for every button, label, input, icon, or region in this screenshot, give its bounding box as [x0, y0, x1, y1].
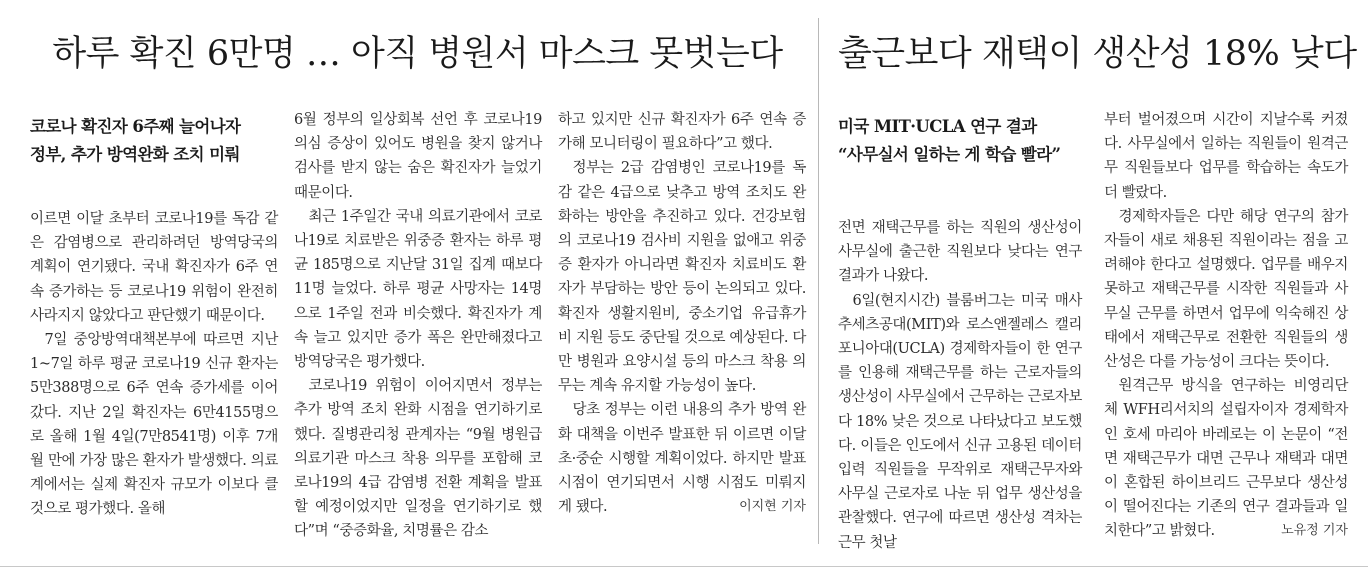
column-1	[30, 108, 278, 544]
paragraph-last	[558, 398, 806, 519]
subhead	[30, 113, 278, 169]
paragraph-text: 원격근무 방식을 연구하는 비영리단체 WFH리서치의 설립자이자 경제학자인 호세 마리아 바레로는 이 논문이 “전면 재택근무가 대면 근무나 재택과 대면이 혼합된 하이브리드 근무보다 생산성이 떨어진다는 기존의 연구 결과들과 일치한다”고 밝혔다.	[1104, 378, 1348, 540]
paragraph: 부터 벌어졌으며 시간이 지날수록 커졌다. 사무실에서 일하는 직원들이 원격근무 직원들보다 업무를 학습하는 속도가 더 빨랐다.	[1104, 112, 1348, 201]
headline-remote-work: 출근보다 재택이 생산성 18% 낮다	[838, 34, 1357, 74]
column-divider	[818, 18, 819, 544]
column-2	[1104, 108, 1348, 555]
paragraph: 이르면 이달 초부터 코로나19를 독감 같은 감염병으로 관리하려던 방역당국의 계획이 연기됐다. 국내 확진자가 6주 연속 증가하는 등 코로나19 위험이 완전히 사라지지 않았다고 판단했기 때문이다.	[30, 211, 278, 324]
column-1	[838, 108, 1082, 555]
subhead-line-2: 정부, 추가 방역완화 조치 미뤄	[30, 145, 240, 164]
byline: 노유정 기자	[1281, 523, 1348, 539]
byline: 이지현 기자	[739, 499, 806, 515]
paragraph: 6일(현지시간) 블룸버그는 미국 매사추세츠공대(MIT)와 로스앤젤레스 캘리포니아대(UCLA) 경제학자들이 한 연구를 인용해 재택근무를 하는 근로자들의 생산성이 사무실에서 근무하는 근로자보다 18% 낮은 것으로 나타났다고 보도했다. 이들은 인도에서 신규 고용된 데이터 입력 직원들을 무작위로 재택근무자와 사무실 근로자로 나눈 뒤 업무 생산성을 관찰했다. 연구에 따르면 생산성 격차는 근무 첫날	[838, 292, 1082, 551]
paragraph: 정부는 2급 감염병인 코로나19를 독감 같은 4급으로 낮추고 방역 조치도 완화하는 방안을 추진하고 있다. 건강보험의 코로나19 검사비 지원을 없애고 위중증 환자가 아니라면 확진자 치료비도 환자가 부담하는 방안 등이 논의되고 있다. 확진자 생활지원비, 중소기업 유급휴가비 지원 등도 중단될 것으로 예상된다. 다만 병원과 요양시설 등의 마스크 착용 의무는 계속 유지할 가능성이 높다.	[558, 160, 806, 395]
paragraph-last	[1104, 374, 1348, 543]
bottom-rule	[0, 566, 1368, 567]
paragraph: 최근 1주일간 국내 의료기관에서 코로나19로 치료받은 위중증 환자는 하루 평균 185명으로 지난달 31일 집계 때보다 11명 늘었다. 하루 평균 사망자는 14명으로 1주일 전과 비슷했다. 확진자가 계속 늘고 있지만 증가 폭은 완만해졌다고 방역당국은 평가했다.	[294, 208, 542, 371]
article-columns	[30, 108, 806, 544]
subhead-line-2: “사무실서 일하는 게 학습 빨라”	[838, 145, 1061, 164]
paragraph: 코로나19 위험이 이어지면서 정부는 추가 방역 조치 완화 시점을 연기하기로 했다. 질병관리청 관계자는 “9월 병원급 의료기관 마스크 착용 의무를 포함해 코로나19의 4급 감염병 전환 계획을 발표할 예정이었지만 일정을 연기하기로 했다”며 “중증화율, 치명률은 감소	[294, 378, 542, 540]
paragraph-text: 당초 정부는 이런 내용의 추가 방역 완화 대책을 이번주 발표한 뒤 이르면 이달 초·중순 시행할 계획이었다. 하지만 발표 시점이 연기되면서 시행 시점도 미뤄지게 됐다.	[558, 402, 806, 516]
subhead-line-1: 코로나 확진자 6주째 늘어나자	[30, 117, 241, 136]
paragraph: 7일 중앙방역대책본부에 따르면 지난 1~7일 하루 평균 코로나19 신규 환자는 5만388명으로 6주 연속 증가세를 이어갔다. 지난 2일 확진자는 6만4155명으로 올해 1월 4일(7만8541명) 이후 7개월 만에 가장 많은 환자가 발생했다. 의료계에서는 실제 확진자 규모가 이보다 클 것으로 평가했다. 올해	[30, 332, 278, 518]
subhead-line-1: 미국 MIT·UCLA 연구 결과	[838, 117, 1037, 136]
column-3	[558, 108, 806, 544]
paragraph: 6월 정부의 일상회복 선언 후 코로나19 의심 증상이 있어도 병원을 찾지 않거나 검사를 받지 않는 숨은 확진자가 늘었기 때문이다.	[294, 112, 542, 201]
column-2	[294, 108, 542, 544]
paragraph: 전면 재택근무를 하는 직원의 생산성이 사무실에 출근한 직원보다 낮다는 연구 결과가 나왔다.	[838, 220, 1082, 285]
subhead	[838, 113, 1082, 169]
paragraph: 경제학자들은 다만 해당 연구의 참가자들이 새로 채용된 직원이라는 점을 고려해야 한다고 설명했다. 업무를 배우지 못하고 재택근무를 시작한 직원들과 사무실 근무를 하면서 업무에 익숙해진 상태에서 재택근무로 전환한 직원들의 생산성은 다를 가능성이 크다는 뜻이다.	[1104, 208, 1348, 371]
headline-covid: 하루 확진 6만명 … 아직 병원서 마스크 못벗는다	[52, 34, 783, 74]
article-columns	[838, 108, 1348, 555]
paragraph: 하고 있지만 신규 확진자가 6주 연속 증가해 모니터링이 필요하다”고 했다.	[558, 112, 806, 153]
